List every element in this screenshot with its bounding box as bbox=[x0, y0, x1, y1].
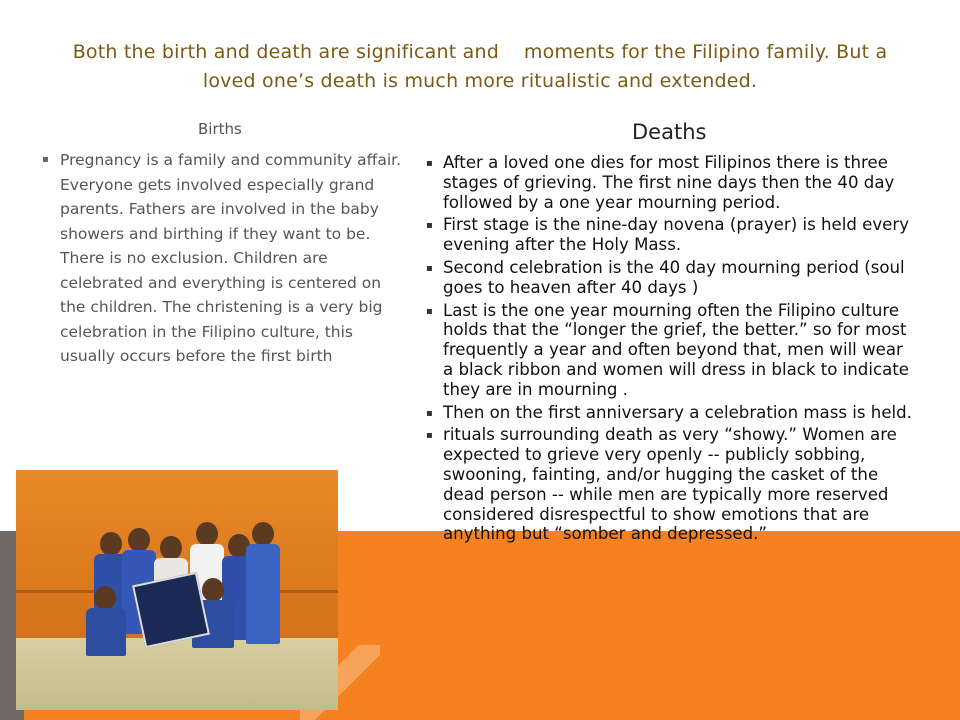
deaths-item-text: After a loved one dies for most Filipinos there is three stages of grieving. The first nine days then the 40 day followed by a one year mourning period. bbox=[443, 153, 895, 212]
bullet-icon: ▪ bbox=[426, 262, 433, 274]
births-heading: Births bbox=[198, 120, 242, 138]
headline-line-1: Both the birth and death are significant and moments for the Filipino family. But a bbox=[72, 41, 888, 63]
list-item bbox=[426, 301, 916, 400]
list-item bbox=[426, 215, 916, 255]
deaths-list bbox=[426, 153, 916, 547]
bullet-icon: ▪ bbox=[426, 305, 433, 317]
photo-child-head bbox=[196, 522, 218, 546]
births-item-text: Pregnancy is a family and community affair. Everyone gets involved especially grand parents. Fathers are involved in the baby showers and birthing if they want to be. There is no exclusion. Children are celebrated and everything is centered on the children. The christening is a very big celebration in the Filipino culture, this usually occurs before the first birth bbox=[60, 151, 402, 365]
team-photo bbox=[16, 470, 338, 710]
headline-line-2: loved one’s death is much more ritualistic and extended. bbox=[202, 70, 758, 92]
bullet-icon: ▪ bbox=[426, 407, 433, 419]
slide-headline bbox=[30, 38, 930, 96]
photo-child-head bbox=[94, 586, 116, 610]
photo-child bbox=[246, 544, 280, 644]
photo-child bbox=[86, 608, 126, 656]
bullet-icon: ▪ bbox=[426, 220, 433, 232]
photo-child-head bbox=[128, 528, 150, 552]
team-banner bbox=[132, 572, 210, 648]
list-item bbox=[426, 425, 916, 544]
photo-child-head bbox=[100, 532, 122, 556]
photo-child-head bbox=[252, 522, 274, 546]
bullet-icon: ▪ bbox=[42, 154, 49, 165]
list-item bbox=[426, 403, 916, 423]
bullet-icon: ▪ bbox=[426, 430, 433, 442]
deaths-heading: Deaths bbox=[632, 120, 707, 144]
list-item bbox=[42, 148, 404, 369]
deaths-item-text: First stage is the nine-day novena (prayer) is held every evening after the Holy Mass. bbox=[443, 215, 910, 255]
photo-child-head bbox=[160, 536, 182, 560]
photo-child-head bbox=[202, 578, 224, 602]
list-item bbox=[426, 153, 916, 212]
photo-floor bbox=[16, 638, 338, 710]
list-item bbox=[426, 258, 916, 298]
births-list bbox=[42, 148, 404, 369]
bullet-icon: ▪ bbox=[426, 158, 433, 169]
deaths-item-text: Second celebration is the 40 day mourning period (soul goes to heaven after 40 days ) bbox=[443, 257, 905, 297]
deaths-item-text: rituals surrounding death as very “showy.” Women are expected to grieve very openly -- publicly sobbing, swooning, fainting, and/or hugging the casket of the dead person -- while men are typically more reserved considered disrespectful to show emotions that are anything but “somber and depressed.” bbox=[443, 425, 897, 544]
deaths-item-text: Last is the one year mourning often the Filipino culture holds that the “longer the grief, the better.” so for most frequently a year and often beyond that, men will wear a black ribbon and women will dress in black to indicate they are in mourning . bbox=[443, 300, 909, 399]
deaths-item-text: Then on the first anniversary a celebration mass is held. bbox=[443, 402, 912, 422]
